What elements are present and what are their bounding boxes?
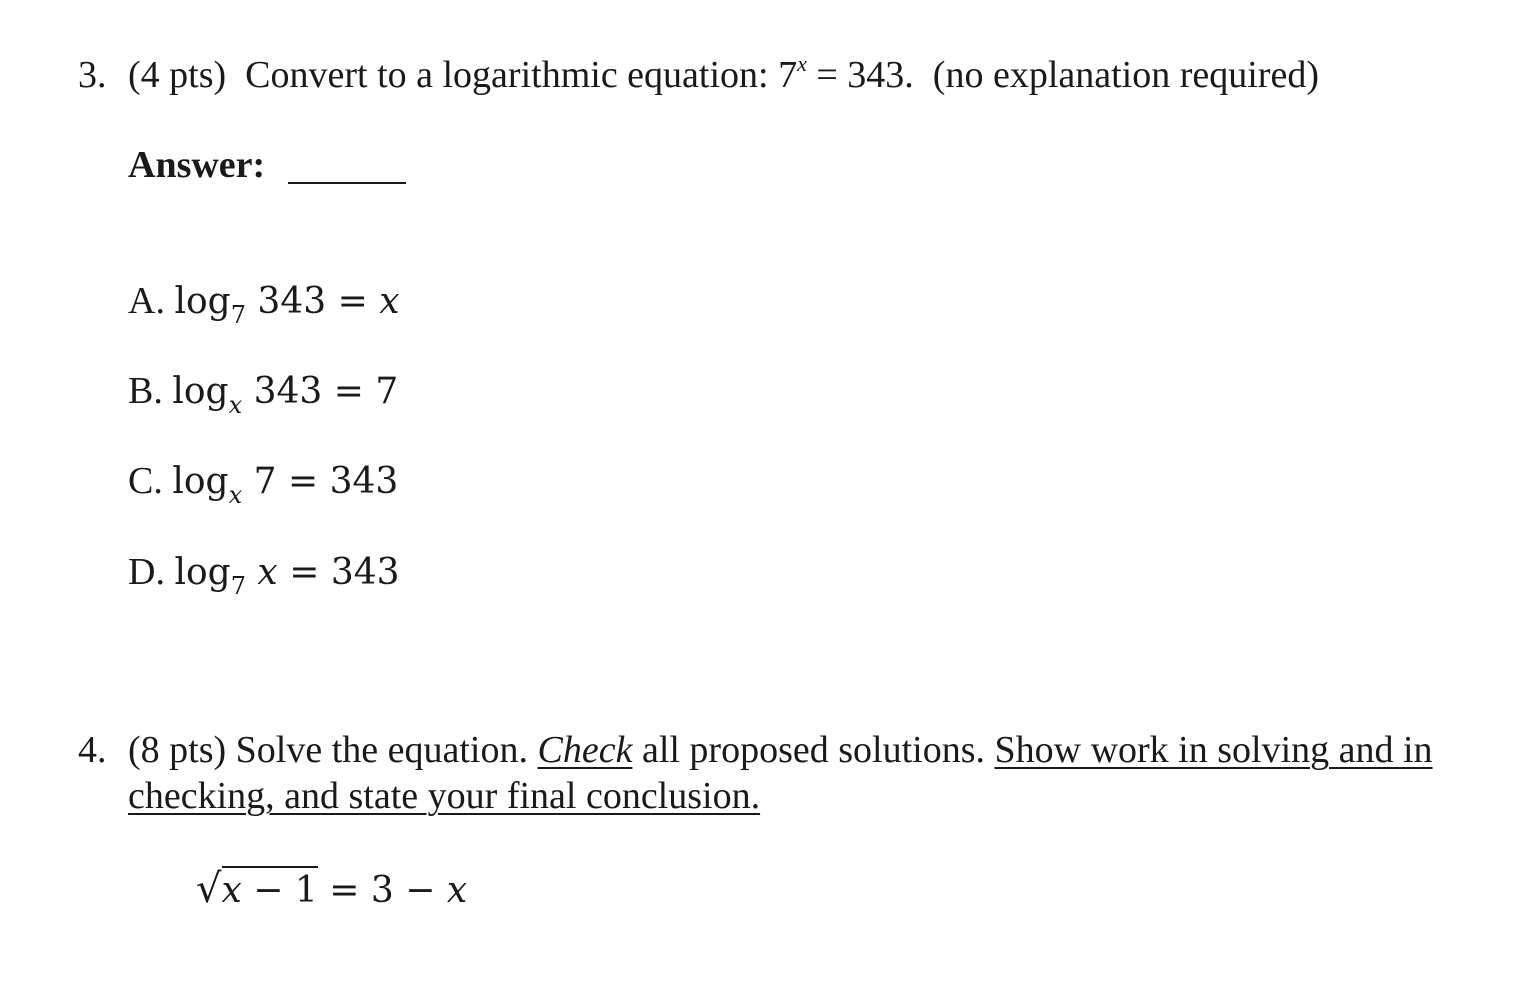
choice-d-math: $\log_7 x = 343$ [174, 552, 400, 600]
q4-text-b: all proposed solutions. [641, 729, 985, 771]
choice-b-letter: B. [128, 370, 163, 412]
choice-c-math: $\log_x 7 = 343$ [172, 461, 399, 509]
choice-b-math: $\log_x 343 = 7$ [172, 371, 399, 419]
q4-text-a: Solve the equation. [235, 729, 528, 771]
q3-prompt [128, 51, 1319, 99]
q4-instruction-1: Show work in solving and in [994, 729, 1433, 771]
q3-number: 3. [78, 54, 107, 96]
choice-c-letter: C. [128, 460, 163, 502]
answer-label: Answer: [128, 144, 266, 186]
q4-points: (8 pts) [128, 729, 227, 771]
q3-exponent: x [797, 51, 807, 76]
q3-base: 7 [778, 54, 798, 96]
q3-points: (4 pts) [128, 54, 227, 96]
q4-equation: √x − 1 = 3 − x [196, 866, 468, 912]
choice-c[interactable] [128, 460, 399, 509]
radicand: x − 1 [222, 866, 318, 911]
choice-a-letter: A. [128, 280, 165, 322]
q4-instruction-2: checking, and state your final conclusion. [128, 775, 761, 817]
q3-note: (no explanation required) [932, 54, 1319, 96]
q4-prompt-line2 [128, 777, 760, 815]
choice-b[interactable] [128, 370, 399, 419]
choice-a-math: $\log_7 343 = x$ [174, 281, 400, 329]
sqrt-symbol: √ [196, 866, 222, 912]
q3-equation-rest: = 343. [816, 54, 914, 96]
choice-d[interactable] [128, 551, 400, 600]
q3-prompt-text: Convert to a logarithmic equation: [245, 54, 769, 96]
q4-check-word: Check [537, 729, 633, 771]
choice-a[interactable] [128, 280, 400, 329]
choice-d-letter: D. [128, 551, 165, 593]
answer-blank[interactable] [288, 182, 406, 184]
q4-prompt-line1 [128, 731, 1433, 769]
q4-number: 4. [78, 729, 107, 771]
